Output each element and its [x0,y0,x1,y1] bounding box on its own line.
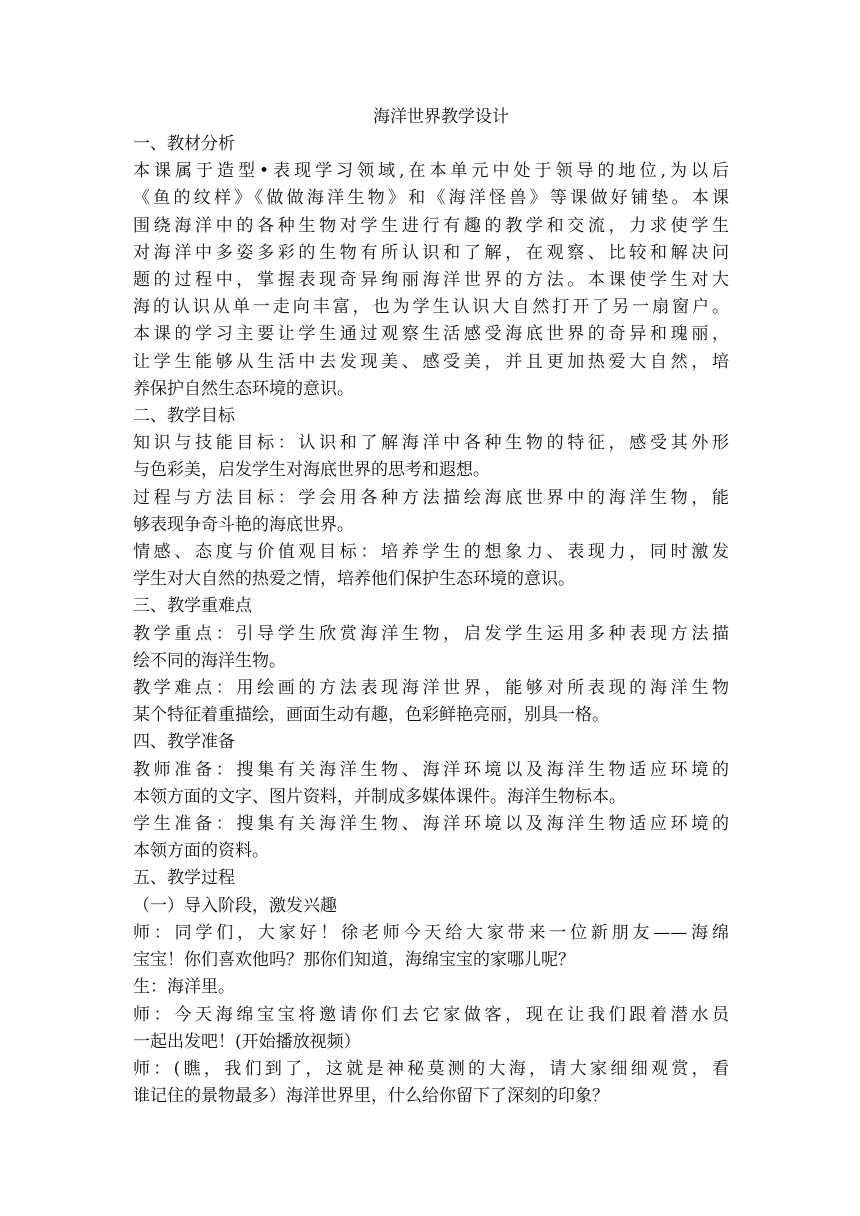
section-heading-goals: 二、教学目标 [133,406,235,427]
paragraph-line: 养保护自然生态环境的意识。 [133,378,354,399]
paragraph-line: 与色彩美，启发学生对海底世界的思考和遐想。 [133,460,490,481]
document-title: 海洋世界教学设计 [373,107,509,127]
paragraph-line: 谁记住的景物最多）海洋世界里，什么给你留下了深刻的印象？ [133,1086,609,1107]
paragraph-line: 宝宝！你们喜欢他吗？那你们知道，海绵宝宝的家哪儿呢？ [133,950,575,971]
section-heading-keypoints: 三、教学重难点 [133,596,252,617]
paragraph-line: 本课属于造型•表现学习领域,在本单元中处于领导的地位,为以后 [133,161,729,182]
paragraph-line: 教学难点：用绘画的方法表现海洋世界，能够对所表现的海洋生物 [133,678,729,699]
paragraph-line: 本课的学习主要让学生通过观察生活感受海底世界的奇异和瑰丽， [133,324,729,345]
paragraph-line: 够表现争奇斗艳的海底世界。 [133,514,354,535]
paragraph-line: 海的认识从单一走向丰富，也为学生认识大自然打开了另一扇窗户。 [133,297,729,318]
paragraph-line: 教师准备：搜集有关海洋生物、海洋环境以及海洋生物适应环境的 [133,759,729,780]
paragraph-line: 《鱼的纹样》《做做海洋生物》和《海洋怪兽》等课做好铺垫。本课 [133,188,729,209]
paragraph-line: 学生对大自然的热爱之情，培养他们保护生态环境的意识。 [133,569,575,590]
paragraph-line: 对海洋中多姿多彩的生物有所认识和了解，在观察、比较和解决问 [133,242,729,263]
paragraph-line: 过程与方法目标：学会用各种方法描绘海底世界中的海洋生物，能 [133,487,729,508]
paragraph-line: 本领方面的资料。 [133,841,269,862]
paragraph-line: 围绕海洋中的各种生物对学生进行有趣的教学和交流，力求使学生 [133,215,729,236]
paragraph-line: 教学重点：引导学生欣赏海洋生物，启发学生运用多种表现方法描 [133,623,729,644]
section-heading-analysis: 一、教材分析 [133,134,235,154]
section-heading-process: 五、教学过程 [133,868,235,889]
paragraph-line: 生：海洋里。 [133,977,235,998]
paragraph-line: 师：今天海绵宝宝将邀请你们去它家做客，现在让我们跟着潜水员 [133,1004,729,1025]
paragraph-line: 师：(瞧，我们到了，这就是神秘莫测的大海，请大家细细观赏，看 [133,1058,729,1079]
subsection-heading: （一）导入阶段，激发兴趣 [133,895,337,916]
paragraph-line: 情感、态度与价值观目标：培养学生的想象力、表现力，同时激发 [133,542,729,563]
paragraph-line: 某个特征着重描绘，画面生动有趣，色彩鲜艳亮丽，别具一格。 [133,705,609,726]
document-page [133,104,729,1110]
section-heading-preparation: 四、教学准备 [133,732,235,753]
paragraph-line: 学生准备：搜集有关海洋生物、海洋环境以及海洋生物适应环境的 [133,814,729,835]
paragraph-line: 本领方面的文字、图片资料，并制成多媒体课件。海洋生物标本。 [133,786,626,807]
paragraph-line: 知识与技能目标：认识和了解海洋中各种生物的特征，感受其外形 [133,433,729,454]
paragraph-line: 绘不同的海洋生物。 [133,650,286,671]
paragraph-line: 让学生能够从生活中去发现美、感受美，并且更加热爱大自然，培 [133,351,729,372]
paragraph-line: 题的过程中，掌握表现奇异绚丽海洋世界的方法。本课使学生对大 [133,270,729,291]
paragraph-line: 师：同学们，大家好！徐老师今天给大家带来一位新朋友——海绵 [133,922,729,943]
paragraph-line: 一起出发吧！(开始播放视频） [133,1031,361,1052]
